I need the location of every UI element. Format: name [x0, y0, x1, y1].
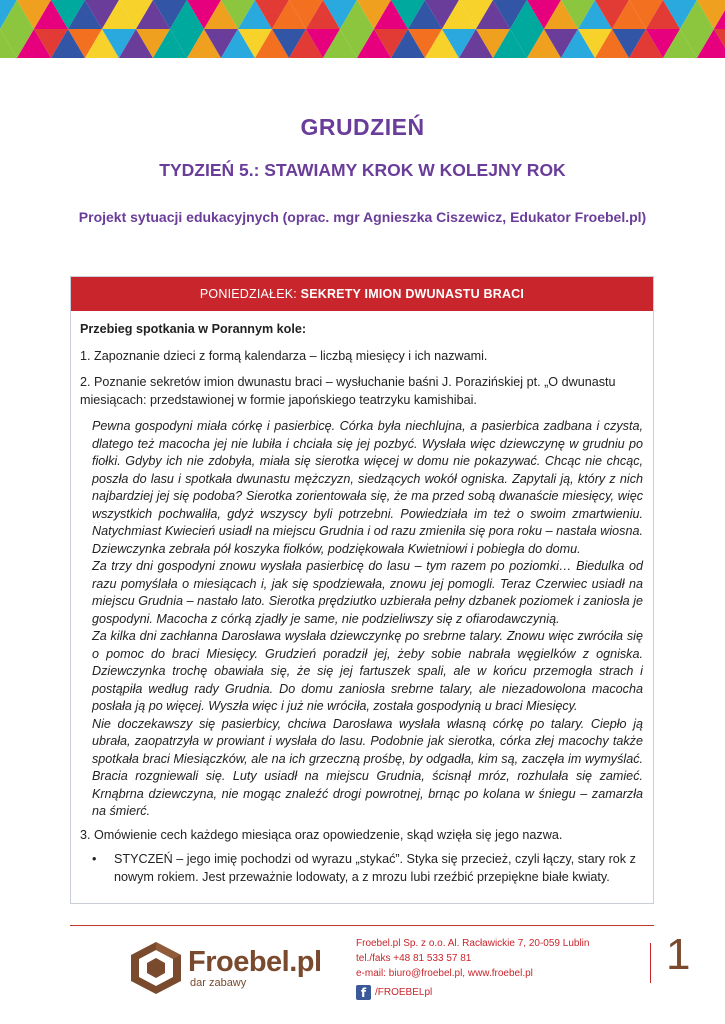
- address: Froebel.pl Sp. z o.o. Al. Racławickie 7, 20-059 Lublin: [356, 938, 590, 949]
- page-title: GRUDZIEŃ: [300, 114, 425, 140]
- lesson-step-1: 1. Zapoznanie dzieci z formą kalendarza – liczbą miesięcy i ich nazwami.: [80, 348, 488, 363]
- lesson-header: [71, 277, 653, 311]
- page-number-divider: [650, 943, 651, 983]
- facebook-handle[interactable]: /FROEBELpl: [375, 987, 433, 998]
- lesson-step-3: 3. Omówienie cech każdego miesiąca oraz opowiedzenie, skąd wzięła się jego nazwa.: [80, 827, 563, 842]
- phone: tel./faks +48 81 533 57 81: [356, 953, 472, 964]
- bullet-marker: •: [92, 852, 97, 866]
- froebel-logo-icon: [128, 940, 184, 996]
- contact-info: [356, 936, 589, 1000]
- week-title: TYDZIEŃ 5.: STAWIAMY KROK W KOLEJNY ROK: [159, 160, 566, 180]
- brand-name[interactable]: Froebel.pl: [188, 946, 322, 978]
- bullet-text: STYCZEŃ – jego imię pochodzi od wyrazu „stykać”. Styka się przecież, czyli łączy, stary rok z nowym rokiem. Jest przeważnie lodowaty, a z mrozu lubi rzeźbić przepiękne białe kwiaty.: [114, 852, 636, 884]
- project-subtitle: Projekt sytuacji edukacyjnych (oprac. mgr Agnieszka Ciszewicz, Edukator Froebel.pl): [78, 209, 647, 225]
- lesson-step-2: 2. Poznanie sekretów imion dwunastu braci – wysłuchanie baśni J. Porazińskiej pt. „O dwunastu miesiącach: przedstawionej w formie japońskiego teatrzyku kamishibai.: [80, 375, 616, 407]
- email-and-website[interactable]: e-mail: biuro@froebel.pl, www.froebel.pl: [356, 968, 533, 979]
- footer-divider: [70, 925, 654, 926]
- lesson-box: [70, 276, 654, 904]
- lesson-day: PONIEDZIAŁEK:: [199, 287, 297, 301]
- story-text: [92, 418, 643, 821]
- decorative-triangle-band: [0, 0, 725, 58]
- lesson-lead: Przebieg spotkania w Porannym kole:: [80, 322, 307, 336]
- facebook-link[interactable]: [356, 985, 589, 1000]
- lesson-body: [71, 311, 653, 886]
- story-paragraph: Za kilka dni zachłanna Darosława wysłała dziewczynkę po srebrne talary. Znowu więc zwróciła się o pomoc do braci Miesięcy. Grudzień poradził jej, żeby sobie nabrała węgielków z ogniska. Dziewczynka trochę obawiała się, że się jej fartuszek spali, ale w końcu przemogła strach i postąpiła według rady Grudnia. Do domu zaniosła srebrne talary, ale niezadowolona macocha posłała ją po więcej. Wyszła więc i już nie wróciła, została gospodynią u braci Miesięcy.: [92, 629, 643, 713]
- story-paragraph: Za trzy dni gospodyni znowu wysłała pasierbicę do lasu – tym razem po poziomki… Biedulka od razu pomyślała o miesiącach i, jak się spodziewała, znowu jej pomogli. Teraz Czerwiec usiadł na miejscu Grudnia – nastało lato. Sierotka prędziutko uzbierała pełny dzbanek poziomek i zaniosła je gospodyni. Macocha z córką zjadły je same, nie podzieliwszy się z ofiarodawczynią.: [92, 559, 643, 626]
- story-paragraph: Nie doczekawszy się pasierbicy, chciwa Darosława wysłała własną córkę po talary. Ciepło ją ubrała, zaopatrzyła w prowiant i wysłała do lasu. Podobnie jak sierotka, córka złej macochy także spotkała braci Miesiączków, ale na ich grzeczną prośbę, by odgadła, kim są, zaczęła im wymyślać. Bracia rozgniewali się. Luty usiadł na miejscu Grudnia, ścisnął mróz, rozhulała się zamieć. Krnąbrna dziewczyna, nie mogąc znaleźć drogi powrotnej, brnąc po kolana w śniegu – zamarzła na śmierć.: [92, 716, 643, 818]
- month-bullet: [92, 851, 643, 886]
- facebook-icon: f: [356, 985, 371, 1000]
- story-paragraph: Pewna gospodyni miała córkę i pasierbicę. Córka była niechlujna, a pasierbica zadbana i czysta, dlatego też macocha jej nie lubiła i chciała się jej pozbyć. Wysłała więc dziewczynę w grudniu po fiołki. Gdyby ich nie zdobyła, miała się sierotka więcej w domu nie pokazywać. Chcąc nie chcąc, poszła do lasu i spotkała dwunastu mężczyzn, siedzących wokół ogniska. Zapytali ją, który z nich najbardziej jej się podoba? Sierotka zorientowała się, że ma przed sobą dwanaście miesięcy, więc wszystkich pochwaliła, gdyż wszyscy byli potrzebni. Powiedziała im też o swoim zmartwieniu. Natychmiast Kwiecień usiadł na miejscu Grudnia i od razu zmieniła się pora roku – nastała wiosna. Dziewczynka zebrała pół koszyka fiołków, podziękowała Kwietniowi i pobiegła do domu.: [92, 419, 643, 556]
- page-number: 1: [666, 930, 691, 979]
- brand-tagline: dar zabawy: [190, 977, 247, 989]
- lesson-topic: SEKRETY IMION DWUNASTU BRACI: [300, 287, 525, 301]
